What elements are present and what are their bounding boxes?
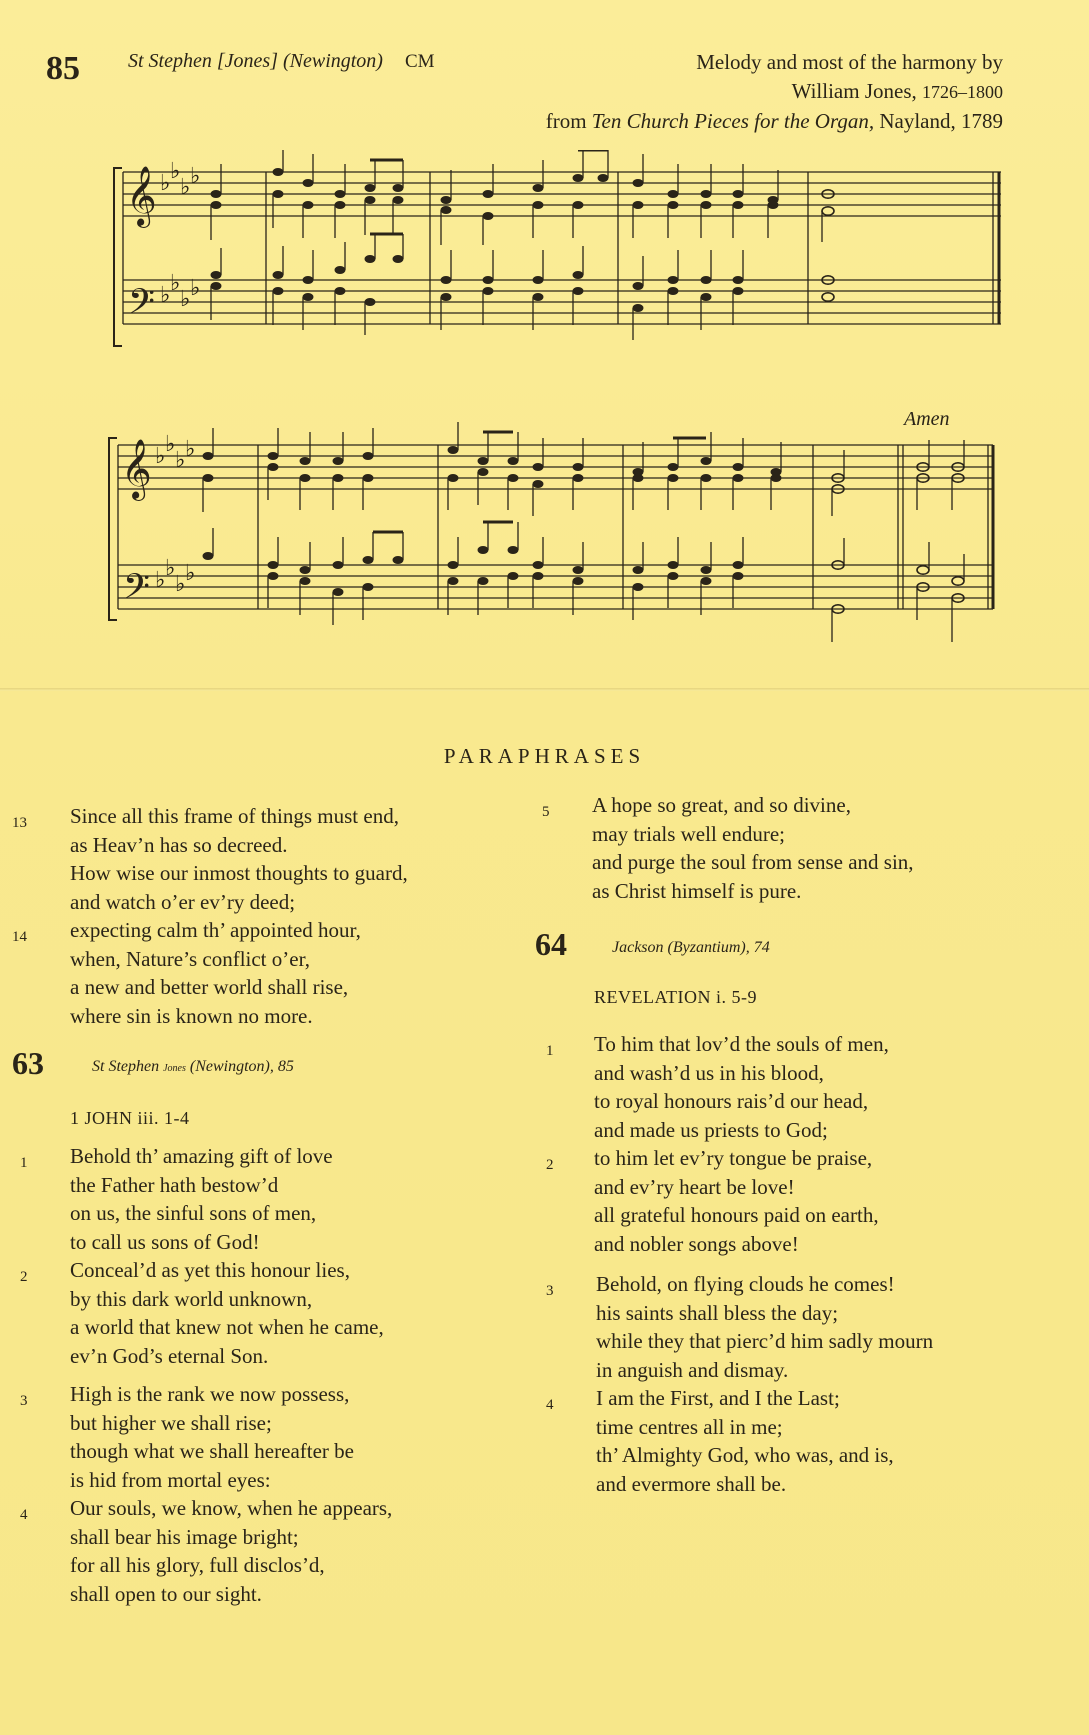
verse-line: High is the rank we now possess, <box>70 1382 350 1406</box>
tune-name-small: Jones <box>163 1063 186 1074</box>
verse-line: expecting calm th’ appointed hour, <box>70 918 361 942</box>
treble-staff-1 <box>123 172 1001 216</box>
verse-64-3 <box>596 1270 933 1384</box>
svg-text:♭: ♭ <box>190 163 201 188</box>
tune-name-part: St Stephen <box>92 1058 160 1075</box>
verse-line: and made us priests to God; <box>594 1117 828 1142</box>
svg-text:♭: ♭ <box>185 436 196 461</box>
verse-number: 1 <box>546 1043 554 1059</box>
verse-line: Behold, on flying clouds he comes! <box>596 1272 895 1296</box>
verse-line: to royal honours rais’d our head, <box>594 1089 869 1113</box>
verse-14 <box>70 916 361 1030</box>
verse-line: To him that lov’d the souls of men, <box>594 1032 889 1056</box>
verse-64-4 <box>596 1384 894 1498</box>
credit-line-1: Melody and most of the harmony by <box>696 50 1003 74</box>
verse-line: A hope so great, and so divine, <box>592 793 851 817</box>
tune-name: St Stephen [Jones] (Newington) <box>128 50 383 72</box>
credit-prefix: from <box>545 109 587 133</box>
svg-text:𝄞: 𝄞 <box>121 439 152 499</box>
verse-line: and nobler songs above! <box>594 1231 799 1256</box>
svg-text:♭: ♭ <box>180 174 191 199</box>
verse-number: 4 <box>20 1507 28 1523</box>
page-fold <box>0 688 1089 691</box>
svg-text:♭: ♭ <box>160 170 171 195</box>
svg-text:♭: ♭ <box>185 560 196 585</box>
verse-number: 3 <box>546 1283 554 1299</box>
paraphrase-number-64: 64 <box>535 926 567 962</box>
svg-text:♭: ♭ <box>165 431 176 456</box>
verse-line: and ev’ry heart be love! <box>594 1174 795 1199</box>
verse-line: as Heav’n has so decreed. <box>70 832 288 857</box>
music-system-1 <box>108 150 1008 360</box>
composer-name: William Jones, <box>791 79 917 103</box>
music-system-2 <box>108 420 1008 645</box>
verse-line: to call us sons of God! <box>70 1229 260 1254</box>
meter: CM <box>404 51 435 72</box>
svg-text:♭: ♭ <box>170 158 181 183</box>
verse-64-2 <box>594 1144 879 1258</box>
verse-number: 4 <box>546 1397 554 1413</box>
verse-number: 2 <box>546 1157 554 1173</box>
svg-text:♭: ♭ <box>175 571 186 596</box>
tune-heading <box>128 50 435 73</box>
verse-line: when, Nature’s conflict o’er, <box>70 946 310 971</box>
verse-line: ev’n God’s eternal Son. <box>70 1343 269 1368</box>
verse-line: shall open to our sight. <box>70 1581 262 1606</box>
verse-line: where sin is known no more. <box>70 1003 313 1028</box>
composer-dates: 1726–1800 <box>922 82 1003 102</box>
verse-line: for all his glory, full disclos’d, <box>70 1553 325 1577</box>
verse-line: shall bear his image bright; <box>70 1524 299 1549</box>
svg-text:♭: ♭ <box>165 555 176 580</box>
svg-text:𝄞: 𝄞 <box>126 166 157 226</box>
scripture-reference: 1 JOHN iii. 1-4 <box>70 1108 190 1128</box>
verse-line: time centres all in me; <box>596 1414 783 1439</box>
verse-number: 14 <box>12 929 27 945</box>
verse-line: and wash’d us in his blood, <box>594 1060 824 1085</box>
verse-63-3 <box>70 1380 354 1494</box>
bass-staff-1 <box>123 280 1001 324</box>
verse-line: though what we shall hereafter be <box>70 1439 354 1463</box>
verse-number: 5 <box>542 804 550 820</box>
verse-63-4 <box>70 1494 392 1608</box>
scripture-reference: REVELATION i. 5-9 <box>594 987 757 1007</box>
svg-text:♭: ♭ <box>180 286 191 311</box>
verse-line: all grateful honours paid on earth, <box>594 1203 879 1227</box>
hymn-number: 85 <box>46 50 80 87</box>
verse-line: his saints shall bless the day; <box>596 1300 839 1325</box>
verse-line: I am the First, and I the Last; <box>596 1386 840 1410</box>
composer-credit <box>403 48 1003 136</box>
svg-text:♭: ♭ <box>155 443 166 468</box>
verse-line: and watch o’er ev’ry deed; <box>70 889 296 914</box>
verse-number: 13 <box>12 815 27 831</box>
verse-number: 3 <box>20 1393 28 1409</box>
svg-text:♭: ♭ <box>155 567 166 592</box>
source-title: Ten Church Pieces for the Organ, <box>591 109 875 133</box>
verse-line: to him let ev’ry tongue be praise, <box>594 1146 873 1170</box>
verse-line: on us, the sinful sons of men, <box>70 1201 317 1225</box>
credit-line-2 <box>403 77 1003 107</box>
verse-line: Our souls, we know, when he appears, <box>70 1496 393 1520</box>
svg-text:♭: ♭ <box>160 282 171 307</box>
verse-line: in anguish and dismay. <box>596 1357 789 1382</box>
tune-name-part: (Newington), 85 <box>189 1058 294 1075</box>
verse-line: the Father hath bestow’d <box>70 1172 279 1197</box>
source-place-date: Nayland, 1789 <box>879 109 1003 133</box>
svg-text:♭: ♭ <box>190 275 201 300</box>
section-heading: PARAPHRASES <box>443 744 646 768</box>
verse-line: a new and better world shall rise, <box>70 975 349 999</box>
svg-text:𝄢: 𝄢 <box>123 566 151 615</box>
paraphrase-number-63: 63 <box>12 1045 44 1081</box>
verse-line: is hid from mortal eyes: <box>70 1467 271 1492</box>
verse-64-1 <box>594 1030 889 1144</box>
verse-63-1 <box>70 1142 333 1256</box>
verse-line: Conceal’d as yet this honour lies, <box>70 1258 350 1282</box>
svg-text:𝄢: 𝄢 <box>128 281 156 330</box>
verse-line: while they that pierc’d him sadly mourn <box>596 1329 934 1353</box>
verse-number: 2 <box>20 1269 28 1285</box>
verse-line: a world that knew not when he came, <box>70 1315 384 1339</box>
paraphrase-63-tune <box>92 1058 294 1076</box>
verse-line: Behold th’ amazing gift of love <box>70 1144 333 1168</box>
verse-line: may trials well endure; <box>592 821 786 846</box>
verse-line: by this dark world unknown, <box>70 1286 313 1311</box>
verse-line: How wise our inmost thoughts to guard, <box>70 861 408 885</box>
verse-5 <box>592 791 914 905</box>
svg-text:♭: ♭ <box>170 270 181 295</box>
credit-line-3 <box>403 107 1003 136</box>
svg-text:♭: ♭ <box>175 447 186 472</box>
verse-line: and purge the soul from sense and sin, <box>592 850 914 874</box>
verse-number: 1 <box>20 1155 28 1171</box>
verse-line: but higher we shall rise; <box>70 1410 272 1435</box>
amen-label: Amen <box>904 408 950 430</box>
verse-63-2 <box>70 1256 384 1370</box>
verse-line: as Christ himself is pure. <box>592 878 802 903</box>
verse-line: Since all this frame of things must end, <box>70 804 399 828</box>
paraphrase-64-tune: Jackson (Byzantium), 74 <box>612 939 770 956</box>
verse-13 <box>70 802 408 916</box>
verse-line: and evermore shall be. <box>596 1471 787 1496</box>
verse-line: th’ Almighty God, who was, and is, <box>596 1443 894 1467</box>
